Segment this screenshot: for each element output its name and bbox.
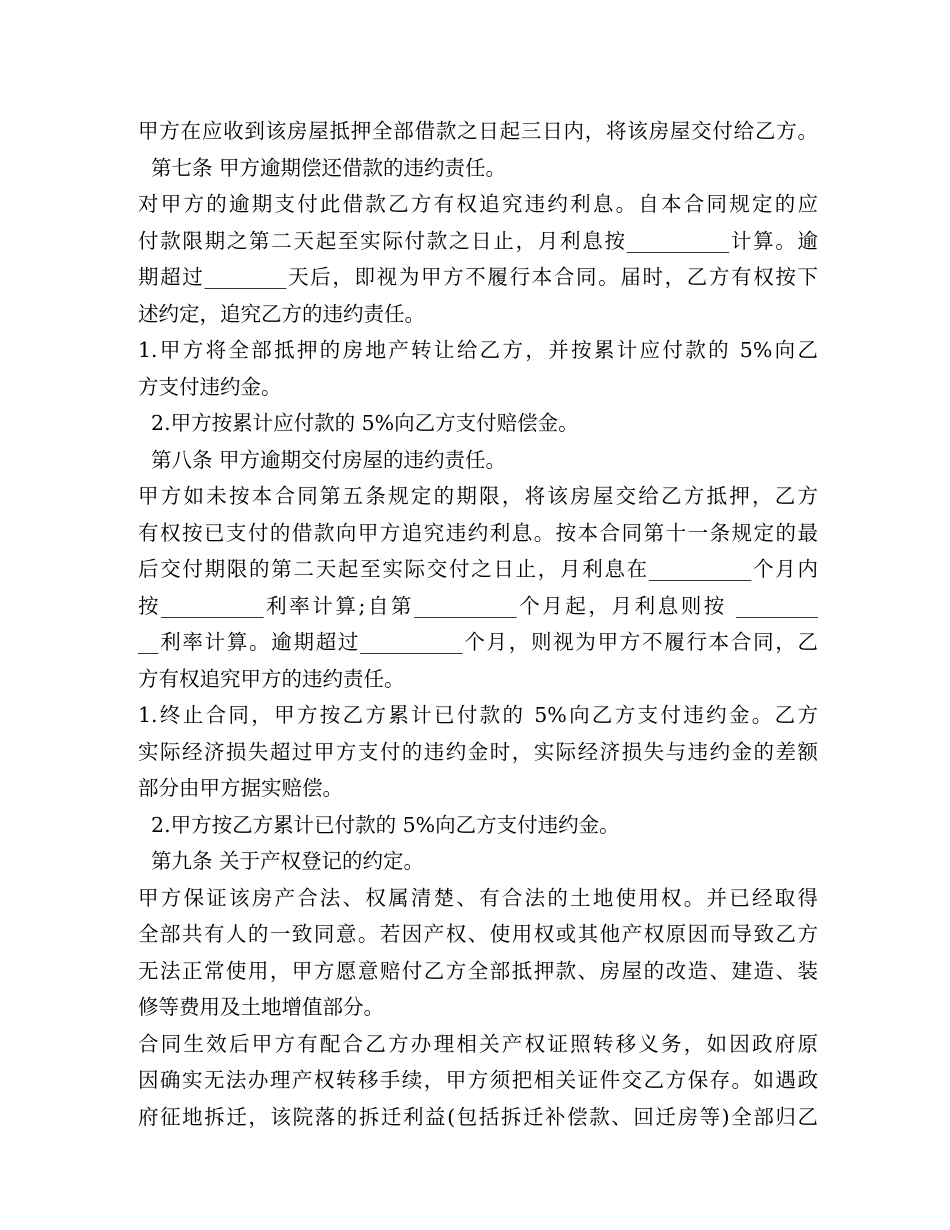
text-line: 述约定，追究乙方的违约责任。 bbox=[138, 301, 425, 326]
text-line: 府征地拆迁，该院落的拆迁利益(包括拆迁补偿款、回迁房等)全部归乙 bbox=[138, 1104, 818, 1129]
list-item: 1.终止合同，甲方按乙方累计已付款的 5%向乙方支付违约金。乙方 bbox=[138, 703, 818, 727]
text-line: 因确实无法办理产权转移手续，甲方须把相关证件交乙方保存。如遇政 bbox=[138, 1068, 818, 1092]
text-line: 有权按已支付的借款向甲方追究违约利息。按本合同第十一条规定的最 bbox=[138, 520, 818, 545]
contract-text bbox=[138, 113, 818, 1135]
article-heading: 第九条 关于产权登记的约定。 bbox=[138, 849, 425, 873]
text-line: 实际经济损失超过甲方支付的违约金时，实际经济损失与违约金的差额 bbox=[138, 739, 818, 764]
text-line: 合同生效后甲方有配合乙方办理相关产权证照转移义务，如因政府原 bbox=[138, 1031, 818, 1056]
text-line: 期超过________天后，即视为甲方不履行本合同。届时，乙方有权按下 bbox=[138, 265, 818, 289]
text-line: 修等费用及土地增值部分。 bbox=[138, 995, 384, 1019]
text-line: 甲方如未按本合同第五条规定的期限，将该房屋交给乙方抵押，乙方 bbox=[138, 484, 818, 508]
article-heading: 第七条 甲方逾期偿还借款的违约责任。 bbox=[138, 155, 507, 180]
text-line: 付款限期之第二天起至实际付款之日止，月利息按__________计算。逾 bbox=[138, 228, 818, 253]
text-line: 全部共有人的一致同意。若因产权、使用权或其他产权原因而导致乙方 bbox=[138, 922, 818, 946]
text-line: 方有权追究甲方的违约责任。 bbox=[138, 666, 405, 691]
list-item: 1.甲方将全部抵押的房地产转让给乙方，并按累计应付款的 5%向乙 bbox=[138, 338, 818, 362]
text-line: 按__________利率计算;自第__________个月起，月利息则按 ________ bbox=[138, 593, 818, 618]
text-line: __利率计算。逾期超过__________个月，则视为甲方不履行本合同，乙 bbox=[138, 630, 818, 654]
text-line: 甲方保证该房产合法、权属清楚、有合法的土地使用权。并已经取得 bbox=[138, 885, 818, 910]
text-line: 甲方在应收到该房屋抵押全部借款之日起三日内，将该房屋交付给乙方。 bbox=[138, 119, 818, 143]
list-item: 2.甲方按累计应付款的 5%向乙方支付赔偿金。 bbox=[138, 411, 579, 435]
text-line: 无法正常使用，甲方愿意赔付乙方全部抵押款、房屋的改造、建造、装 bbox=[138, 958, 818, 983]
text-line: 对甲方的逾期支付此借款乙方有权追究违约利息。自本合同规定的应 bbox=[138, 192, 818, 216]
text-line: 方支付违约金。 bbox=[138, 374, 282, 399]
text-line: 部分由甲方据实赔偿。 bbox=[138, 776, 343, 800]
text-line: 后交付期限的第二天起至实际交付之日止，月利息在__________个月内 bbox=[138, 557, 818, 581]
list-item: 2.甲方按乙方累计已付款的 5%向乙方支付违约金。 bbox=[138, 812, 620, 837]
article-heading: 第八条 甲方逾期交付房屋的违约责任。 bbox=[138, 447, 507, 472]
